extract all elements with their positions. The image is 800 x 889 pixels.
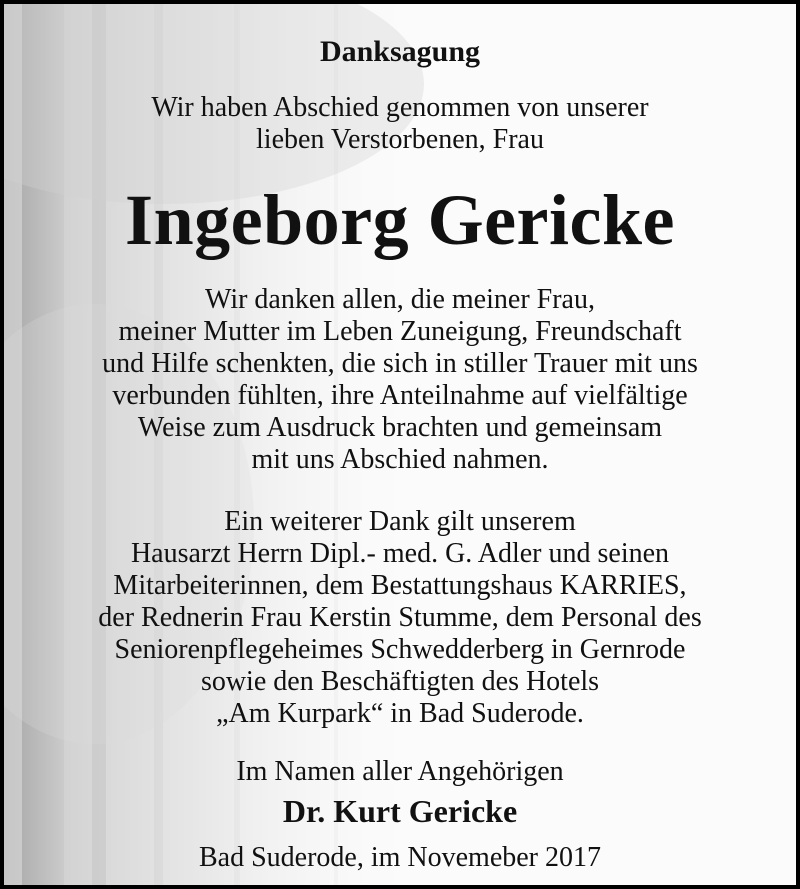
thanks-line: Wir danken allen, die meiner Frau, — [205, 284, 595, 315]
thanks-line: Weise zum Ausdruck brachten und gemeinsam — [137, 412, 663, 443]
place-and-date: Bad Suderode, im Novemeber 2017 — [198, 842, 602, 873]
thanks-line: meiner Mutter im Leben Zuneigung, Freundschaft — [118, 316, 682, 347]
further-thanks-line: Hausarzt Herrn Dipl.- med. G. Adler und seinen — [130, 538, 670, 569]
intro-line: Wir haben Abschied genommen von unserer — [151, 92, 649, 123]
thanks-line: verbunden fühlten, ihre Anteilnahme auf vielfältige — [112, 380, 688, 411]
thanks-line: mit uns Abschied nahmen. — [251, 444, 549, 475]
further-thanks-paragraph — [4, 506, 796, 730]
on-behalf-text: Im Namen aller Angehörigen — [236, 756, 564, 787]
further-thanks-line: „Am Kurpark“ in Bad Suderode. — [216, 698, 584, 729]
further-thanks-line: Mitarbeiterinnen, dem Bestattungshaus KARRIES, — [113, 570, 687, 601]
thanks-line: und Hilfe schenkten, die sich in stiller Trauer mit uns — [102, 348, 698, 379]
deceased-name: Ingeborg Gericke — [125, 180, 675, 260]
intro-text — [4, 92, 796, 156]
thanks-paragraph — [4, 284, 796, 476]
further-thanks-line: der Rednerin Frau Kerstin Stumme, dem Personal des — [98, 602, 702, 633]
further-thanks-line: Seniorenpflegeheimes Schwedderberg in Gernrode — [114, 634, 686, 665]
intro-line: lieben Verstorbenen, Frau — [256, 124, 544, 155]
signer-name: Dr. Kurt Gericke — [282, 793, 518, 829]
further-thanks-line: sowie den Beschäftigten des Hotels — [200, 666, 600, 697]
notice-heading: Danksagung — [319, 35, 481, 68]
further-thanks-line: Ein weiterer Dank gilt unserem — [224, 506, 576, 537]
